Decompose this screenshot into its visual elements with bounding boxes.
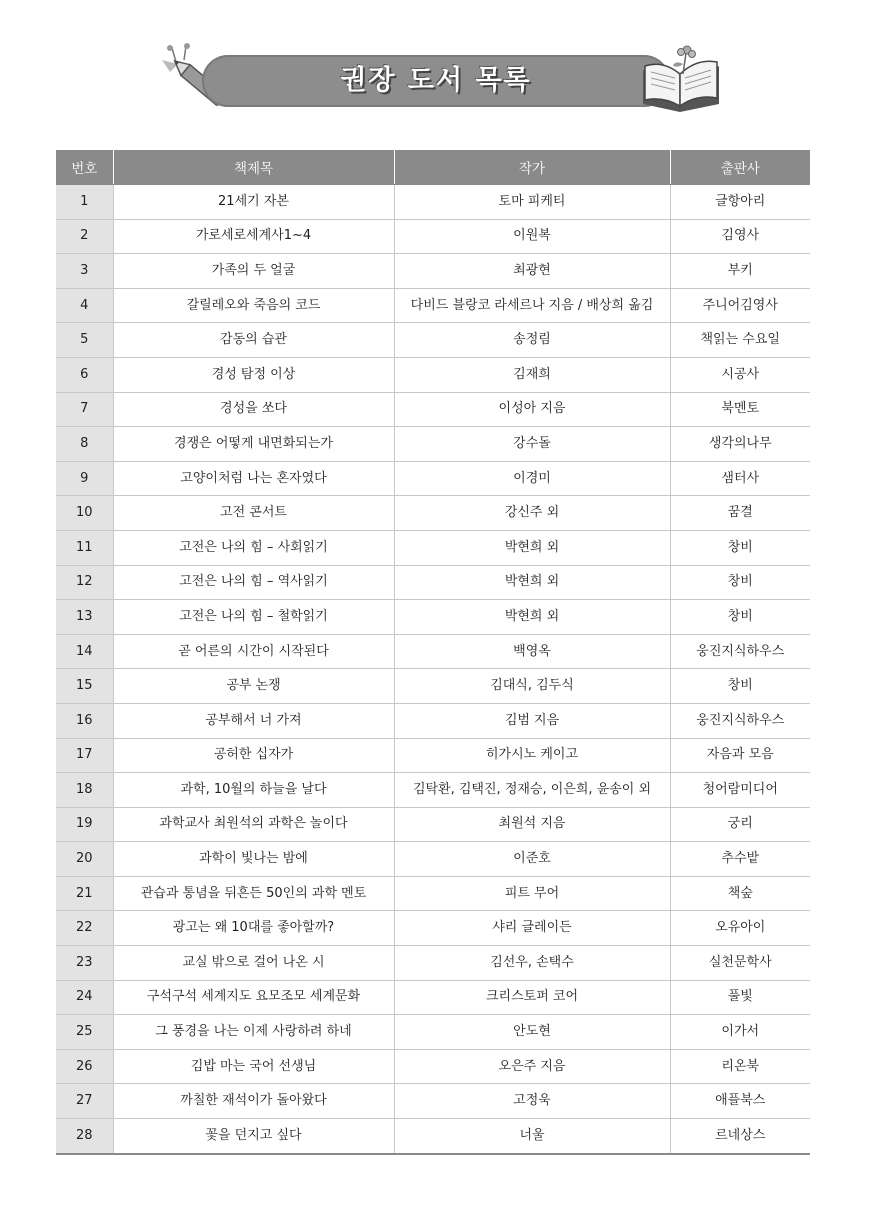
- cell-publisher: 이가서: [670, 1015, 810, 1050]
- book-list-table: [56, 150, 810, 1155]
- cell-author: 너울: [394, 1119, 670, 1154]
- cell-number: 28: [56, 1119, 113, 1154]
- cell-number: 23: [56, 946, 113, 981]
- cell-publisher: 북멘토: [670, 392, 810, 427]
- cell-publisher: 궁리: [670, 807, 810, 842]
- cell-publisher: 생각의나무: [670, 427, 810, 462]
- cell-number: 16: [56, 703, 113, 738]
- cell-title: 과학이 빛나는 밤에: [113, 842, 394, 877]
- title-bar: [202, 55, 670, 107]
- cell-publisher: 창비: [670, 669, 810, 704]
- column-header-author: 작가: [394, 150, 670, 185]
- cell-author: 최광현: [394, 254, 670, 289]
- cell-number: 17: [56, 738, 113, 773]
- cell-publisher: 김영사: [670, 219, 810, 254]
- table-row: [56, 254, 810, 289]
- cell-title: 까칠한 재석이가 돌아왔다: [113, 1084, 394, 1119]
- cell-author: 샤리 글레이든: [394, 911, 670, 946]
- cell-number: 22: [56, 911, 113, 946]
- table-row: [56, 288, 810, 323]
- cell-title: 곧 어른의 시간이 시작된다: [113, 634, 394, 669]
- table-row: [56, 530, 810, 565]
- table-row: [56, 392, 810, 427]
- cell-publisher: 웅진지식하우스: [670, 703, 810, 738]
- table-row: [56, 185, 810, 220]
- table-row: [56, 669, 810, 704]
- cell-number: 21: [56, 876, 113, 911]
- cell-number: 6: [56, 357, 113, 392]
- column-header-title: 책제목: [113, 150, 394, 185]
- column-header-number: 번호: [56, 150, 113, 185]
- cell-number: 4: [56, 288, 113, 323]
- cell-number: 5: [56, 323, 113, 358]
- table-header-row: [56, 150, 810, 185]
- cell-author: 피트 무어: [394, 876, 670, 911]
- cell-publisher: 애플북스: [670, 1084, 810, 1119]
- table-row: [56, 1084, 810, 1119]
- cell-number: 11: [56, 530, 113, 565]
- cell-author: 토마 피케티: [394, 185, 670, 220]
- cell-title: 고전은 나의 힘 – 역사읽기: [113, 565, 394, 600]
- cell-number: 20: [56, 842, 113, 877]
- column-header-publisher: 출판사: [670, 150, 810, 185]
- cell-number: 25: [56, 1015, 113, 1050]
- cell-title: 고양이처럼 나는 혼자였다: [113, 461, 394, 496]
- table-row: [56, 1119, 810, 1154]
- cell-author: 이경미: [394, 461, 670, 496]
- cell-author: 강수돌: [394, 427, 670, 462]
- cell-title: 관습과 통념을 뒤흔든 50인의 과학 멘토: [113, 876, 394, 911]
- cell-number: 10: [56, 496, 113, 531]
- cell-title: 갈릴레오와 죽음의 코드: [113, 288, 394, 323]
- cell-number: 13: [56, 600, 113, 635]
- cell-publisher: 청어람미디어: [670, 773, 810, 808]
- cell-publisher: 풀빛: [670, 980, 810, 1015]
- cell-publisher: 책숲: [670, 876, 810, 911]
- cell-author: 안도현: [394, 1015, 670, 1050]
- table-row: [56, 565, 810, 600]
- cell-author: 오은주 지음: [394, 1049, 670, 1084]
- cell-title: 과학교사 최원석의 과학은 놀이다: [113, 807, 394, 842]
- cell-publisher: 창비: [670, 600, 810, 635]
- cell-publisher: 시공사: [670, 357, 810, 392]
- cell-publisher: 샘터사: [670, 461, 810, 496]
- cell-author: 김대식, 김두식: [394, 669, 670, 704]
- cell-author: 김범 지음: [394, 703, 670, 738]
- cell-title: 공부 논쟁: [113, 669, 394, 704]
- cell-author: 이성아 지음: [394, 392, 670, 427]
- cell-number: 27: [56, 1084, 113, 1119]
- cell-number: 9: [56, 461, 113, 496]
- cell-title: 고전은 나의 힘 – 철학읽기: [113, 600, 394, 635]
- cell-title: 교실 밖으로 걸어 나온 시: [113, 946, 394, 981]
- cell-title: 공부해서 너 가져: [113, 703, 394, 738]
- cell-title: 광고는 왜 10대를 좋아할까?: [113, 911, 394, 946]
- table-row: [56, 496, 810, 531]
- cell-title: 감동의 습관: [113, 323, 394, 358]
- open-book-icon: [635, 42, 725, 112]
- cell-publisher: 주니어김영사: [670, 288, 810, 323]
- cell-author: 박현희 외: [394, 565, 670, 600]
- cell-publisher: 자음과 모음: [670, 738, 810, 773]
- cell-number: 14: [56, 634, 113, 669]
- table-row: [56, 427, 810, 462]
- title-banner: [150, 42, 725, 112]
- cell-number: 26: [56, 1049, 113, 1084]
- cell-publisher: 르네상스: [670, 1119, 810, 1154]
- cell-publisher: 웅진지식하우스: [670, 634, 810, 669]
- cell-publisher: 창비: [670, 530, 810, 565]
- table-row: [56, 876, 810, 911]
- cell-publisher: 글항아리: [670, 185, 810, 220]
- cell-title: 경쟁은 어떻게 내면화되는가: [113, 427, 394, 462]
- cell-number: 2: [56, 219, 113, 254]
- table-row: [56, 773, 810, 808]
- table-row: [56, 738, 810, 773]
- cell-publisher: 추수밭: [670, 842, 810, 877]
- cell-publisher: 오유아이: [670, 911, 810, 946]
- cell-author: 김선우, 손택수: [394, 946, 670, 981]
- table-row: [56, 807, 810, 842]
- cell-title: 구석구석 세계지도 요모조모 세계문화: [113, 980, 394, 1015]
- cell-number: 18: [56, 773, 113, 808]
- cell-title: 경성을 쏘다: [113, 392, 394, 427]
- cell-number: 7: [56, 392, 113, 427]
- cell-title: 고전 콘서트: [113, 496, 394, 531]
- cell-title: 경성 탐정 이상: [113, 357, 394, 392]
- cell-author: 박현희 외: [394, 530, 670, 565]
- cell-publisher: 실천문학사: [670, 946, 810, 981]
- cell-publisher: 부키: [670, 254, 810, 289]
- table-row: [56, 219, 810, 254]
- cell-author: 크리스토퍼 코어: [394, 980, 670, 1015]
- cell-author: 다비드 블랑코 라세르나 지음 / 배상희 옮김: [394, 288, 670, 323]
- table-row: [56, 323, 810, 358]
- cell-author: 김탁환, 김택진, 정재승, 이은희, 윤송이 외: [394, 773, 670, 808]
- cell-title: 공허한 십자가: [113, 738, 394, 773]
- table-row: [56, 980, 810, 1015]
- table-row: [56, 1049, 810, 1084]
- cell-author: 이준호: [394, 842, 670, 877]
- table-row: [56, 946, 810, 981]
- cell-author: 송정림: [394, 323, 670, 358]
- cell-author: 고정욱: [394, 1084, 670, 1119]
- cell-number: 15: [56, 669, 113, 704]
- cell-title: 그 풍경을 나는 이제 사랑하려 하네: [113, 1015, 394, 1050]
- cell-title: 김밥 마는 국어 선생님: [113, 1049, 394, 1084]
- cell-publisher: 꿈결: [670, 496, 810, 531]
- cell-title: 고전은 나의 힘 – 사회읽기: [113, 530, 394, 565]
- cell-author: 최원석 지음: [394, 807, 670, 842]
- cell-title: 21세기 자본: [113, 185, 394, 220]
- cell-author: 박현희 외: [394, 600, 670, 635]
- cell-publisher: 책읽는 수요일: [670, 323, 810, 358]
- cell-publisher: 창비: [670, 565, 810, 600]
- table-row: [56, 634, 810, 669]
- cell-author: 강신주 외: [394, 496, 670, 531]
- cell-number: 8: [56, 427, 113, 462]
- cell-number: 12: [56, 565, 113, 600]
- cell-title: 가족의 두 얼굴: [113, 254, 394, 289]
- table-row: [56, 703, 810, 738]
- cell-number: 3: [56, 254, 113, 289]
- table-row: [56, 842, 810, 877]
- cell-title: 과학, 10월의 하늘을 날다: [113, 773, 394, 808]
- cell-author: 히가시노 케이고: [394, 738, 670, 773]
- table-row: [56, 461, 810, 496]
- cell-title: 가로세로세계사1~4: [113, 219, 394, 254]
- table-row: [56, 1015, 810, 1050]
- cell-number: 19: [56, 807, 113, 842]
- cell-author: 김재희: [394, 357, 670, 392]
- cell-author: 백영옥: [394, 634, 670, 669]
- cell-number: 1: [56, 185, 113, 220]
- page-title: 권장 도서 목록: [340, 65, 532, 96]
- cell-author: 이원복: [394, 219, 670, 254]
- cell-title: 꽃을 던지고 싶다: [113, 1119, 394, 1154]
- cell-number: 24: [56, 980, 113, 1015]
- table-row: [56, 357, 810, 392]
- table-row: [56, 911, 810, 946]
- table-row: [56, 600, 810, 635]
- cell-publisher: 리온북: [670, 1049, 810, 1084]
